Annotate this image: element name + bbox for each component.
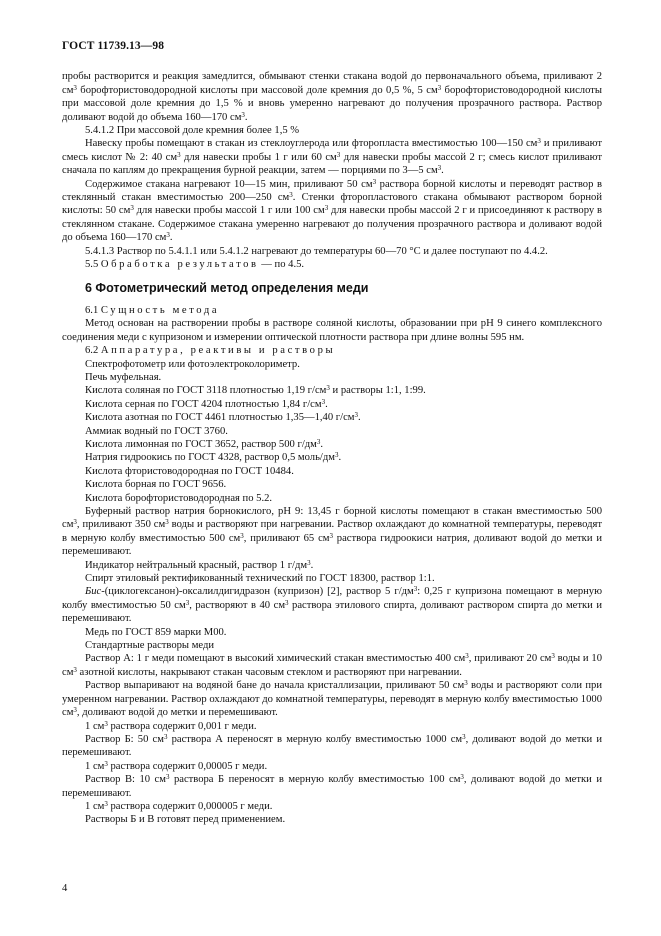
paragraph: Буферный раствор натрия борнокислого, рН 9: 13,45 г борной кислоты помещают в стакан вместимостью 500 $см^3$, приливают 350 $см^3$ воды и растворяют при нагревании. Раствор охлаждают до комнатной температуры, переводят в мерную колбу вместимостью 500 $см^3$, приливают 65 $см^3$ раствора гидроокиси натрия, доливают водой до метки и перемешивают.	[62, 506, 603, 558]
paragraph: Кислота азотная по ГОСТ 4461 плотностью 1,35—1,40 $г/см^3$.	[85, 411, 361, 424]
paragraph: Натрия гидроокись по ГОСТ 4328, раствор 0,5 моль/$дм^3$.	[85, 451, 342, 464]
paragraph: Кислота соляная по ГОСТ 3118 плотностью 1,19 $г/см^3$ и растворы 1:1, 1:99.	[85, 384, 426, 397]
paragraph: Аммиак водный по ГОСТ 3760.	[85, 425, 228, 437]
paragraph: Стандартные растворы меди	[85, 640, 215, 652]
paragraph: Бис-(циклогексанон)-оксалилдигидразон (купризон) [2], раствор 5 $г/дм^3$: 0,25 г купризона помещают в мерную колбу вместимостью 50 $см^3$, растворяют в 40 $см^3$ раствора этилового спирта, доливают раствором спирта до метки и перемешивают.	[62, 585, 602, 625]
paragraph: Раствор Б: 50 $см^3$ раствора А переносят в мерную колбу вместимостью 1000 $см^3$, доливают водой до метки и перемешивают.	[62, 732, 602, 759]
paragraph: 1 $см^3$ раствора содержит 0,001 г меди.	[85, 719, 257, 732]
paragraph: пробы растворится и реакция замедлится, обмывают стенки стакана водой до первоначального объема, приливают 2 $см^3$ борофтористоводородной кислоты при массовой доле кремния до 0,5 %, 5 $см^3$ борофтористоводородной кислоты при массовой доле кремния до 1,5 % и вновь умеренно нагревают до получения прозрачного раствора. Раствор доливают водой до объема 160—170 $см^3$.	[62, 71, 602, 123]
paragraph: Печь муфельная.	[85, 371, 162, 383]
paragraph: Растворы Б и В готовят перед применением.	[85, 814, 286, 826]
paragraph: Кислота борофтористоводородная по 5.2.	[85, 492, 273, 504]
paragraph: Раствор В: 10 $см^3$ раствора Б переносят в мерную колбу вместимостью 100 $см^3$, доливают водой до метки и перемешивают.	[62, 773, 602, 799]
document-body	[62, 70, 602, 826]
paragraph: Медь по ГОСТ 859 марки М00.	[85, 626, 227, 638]
paragraph: Навеску пробы помещают в стакан из стеклоуглерода или фторопласта вместимостью 100—150 $см^3$ и приливают смесь кислот № 2: 40 $см^3$ для навески пробы 1 г или 60 $см^3$ для навески пробы массой 2 г; смесь кислот приливают сначала по каплям до прекращения бурной реакции, затем — порциями по 3—5 $см^3$.	[62, 137, 603, 177]
paragraph: Метод основан на растворении пробы в растворе соляной кислоты, образовании при рН 9 синего комплексного соединения меди с купризоном и измерении оптической плотности раствора при длине волны 595 нм.	[62, 318, 602, 343]
paragraph: Спектрофотометр или фотоэлектроколориметр.	[85, 358, 300, 370]
paragraph: 5.5 Обработка результатов — по 4.5.	[85, 259, 305, 271]
paragraph: 5.4.1.3 Раствор по 5.4.1.1 или 5.4.1.2 нагревают до температуры 60—70 °С и далее поступают по 4.4.2.	[85, 245, 548, 257]
paragraph: Кислота серная по ГОСТ 4204 плотностью 1,84 $г/см^3$.	[85, 397, 328, 410]
section-heading: 6 Фотометрический метод определения меди	[85, 280, 369, 295]
paragraph: 6.1 Сущность метода	[85, 304, 220, 316]
paragraph: Раствор А: 1 г меди помещают в высокий химический стакан вместимостью 400 $см^3$, приливают 20 $см^3$ воды и 10 $см^3$ азотной кислоты, накрывают стакан часовым стеклом и растворяют при нагревании.	[62, 652, 602, 678]
paragraph: 6.2 Аппаратура, реактивы и растворы	[85, 345, 336, 357]
paragraph: Индикатор нейтральный красный, раствор 1 $г/дм^3$.	[85, 558, 314, 571]
paragraph: Содержимое стакана нагревают 10—15 мин, приливают 50 $см^3$ раствора борной кислоты и переводят раствор в стеклянный стакан вместимостью 200—250 $см^3$. Стенки фторопластового стакана обмывают раствором борной кислоты: 50 $см^3$ для навески пробы массой 1 г или 100 $см^3$ для навески пробы массой 2 г и присоединяют к раствору в стеклянном стакане. Содержимое стакана умеренно нагревают до получения прозрачного раствора и доливают водой до объема 160—170 $см^3$.	[62, 177, 603, 244]
paragraph: Кислота борная по ГОСТ 9656.	[85, 479, 227, 491]
paragraph: Спирт этиловый ректификованный технический по ГОСТ 18300, раствор 1:1.	[85, 573, 435, 585]
document-page	[62, 40, 602, 827]
document-header: ГОСТ 11739.13—98	[62, 40, 165, 52]
paragraph: 5.4.1.2 При массовой доле кремния более 1,5 %	[85, 125, 300, 137]
paragraph: Раствор выпаривают на водяной бане до начала кристаллизации, приливают 50 $см^3$ воды и растворяют соли при умеренном нагревании. Раствор охлаждают до комнатной температуры, переводят в мерную колбу вместимостью 1000 $см^3$, доливают водой до метки и перемешивают.	[62, 679, 602, 719]
paragraph: Кислота фтористоводородная по ГОСТ 10484.	[85, 465, 294, 477]
page-number: 4	[62, 883, 68, 894]
paragraph: Кислота лимонная по ГОСТ 3652, раствор 500 $г/дм^3$.	[85, 437, 324, 450]
paragraph: 1 $см^3$ раствора содержит 0,000005 г меди.	[85, 799, 273, 812]
paragraph: 1 $см^3$ раствора содержит 0,00005 г меди.	[85, 759, 268, 772]
